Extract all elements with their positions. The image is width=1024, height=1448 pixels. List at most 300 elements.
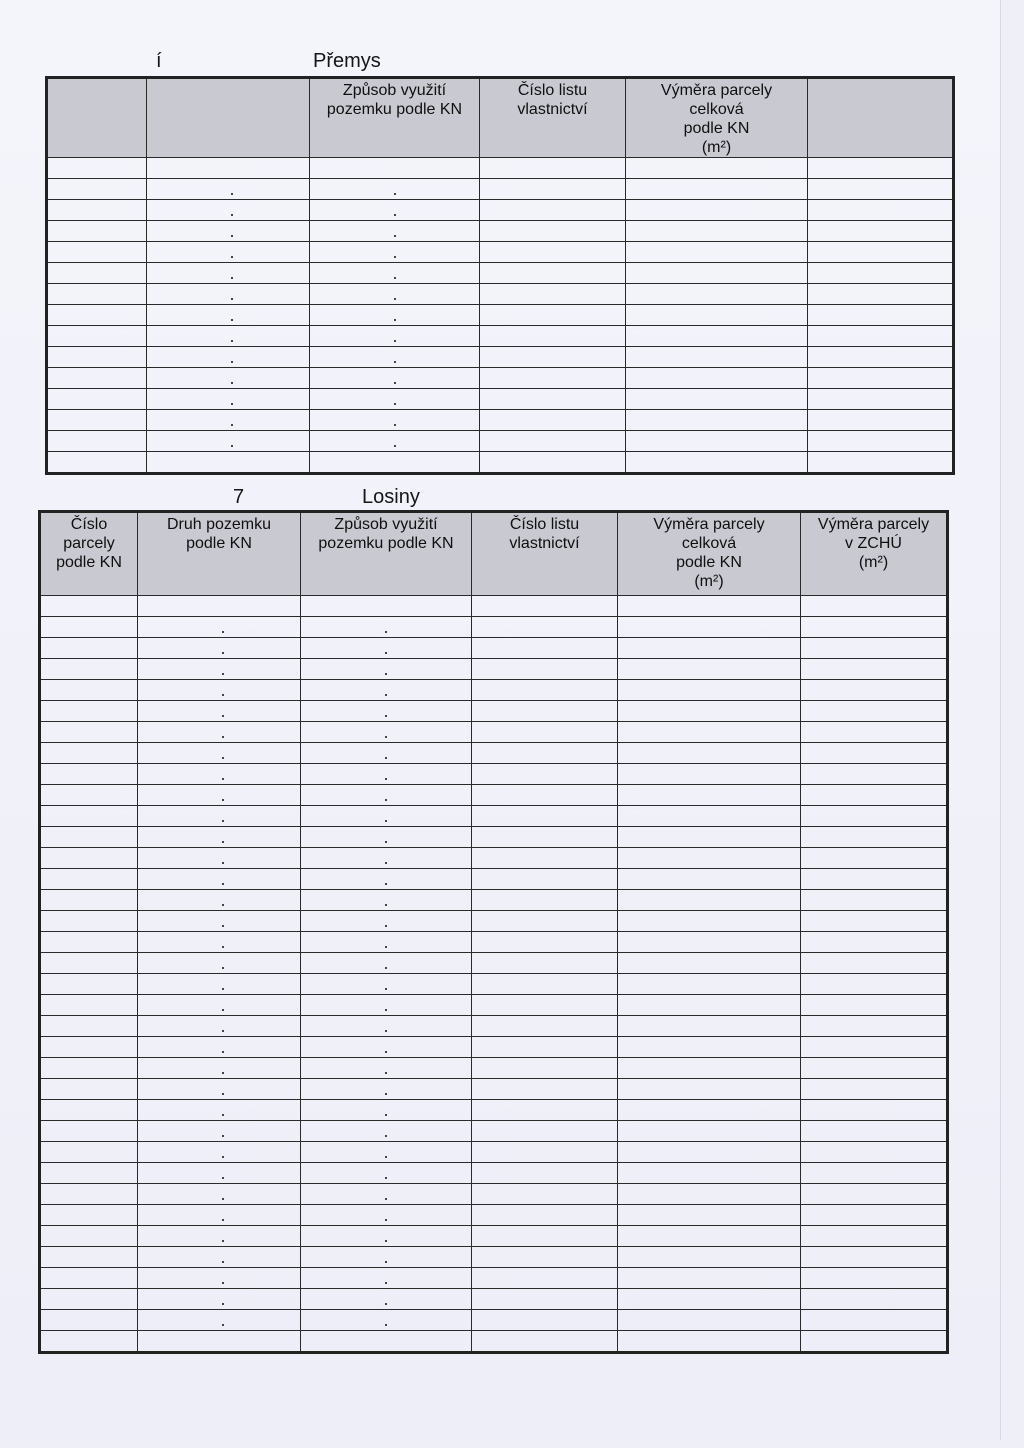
table2-header-row — [40, 512, 948, 596]
table1-cell — [808, 431, 954, 452]
table2-cell — [40, 1037, 138, 1058]
table1-caption-left: í — [156, 50, 162, 72]
table1-body — [47, 158, 954, 474]
table2-cell — [40, 701, 138, 722]
table2-tick-mark — [222, 862, 224, 864]
table2-cell — [138, 1310, 301, 1331]
table2-cell — [40, 680, 138, 701]
table2-cell — [472, 1226, 618, 1247]
table2-row — [40, 596, 948, 617]
table2-cell — [618, 848, 801, 869]
table2-row — [40, 722, 948, 743]
table2-cell — [138, 1016, 301, 1037]
table2-cell — [40, 932, 138, 953]
table2-cell — [301, 827, 472, 848]
table2-row — [40, 869, 948, 890]
table1-cell — [147, 158, 310, 179]
table2-cell — [472, 1121, 618, 1142]
table2-cell — [301, 743, 472, 764]
table2-tick-mark — [385, 1177, 387, 1179]
table1-row — [47, 179, 954, 200]
table1-header-cell: Výměra parcely celková podle KN (m²) — [626, 78, 808, 158]
table2-cell — [301, 1310, 472, 1331]
table1-cell — [480, 452, 626, 474]
table2-cell — [40, 974, 138, 995]
table2-tick-mark — [222, 757, 224, 759]
table2-cell — [138, 848, 301, 869]
table2-cell — [618, 743, 801, 764]
table1-tick-mark — [394, 214, 396, 216]
table1-header-cell: Způsob využití pozemku podle KN — [310, 78, 480, 158]
table2-cell — [301, 1331, 472, 1353]
table2-cell — [40, 890, 138, 911]
table2-tick-mark — [222, 778, 224, 780]
table1-cell — [480, 200, 626, 221]
table2-caption-left: 7 — [233, 486, 245, 508]
table2-tick-mark — [222, 1135, 224, 1137]
table2-tick-mark — [385, 1051, 387, 1053]
table2-cell — [40, 953, 138, 974]
table1-cell — [147, 242, 310, 263]
table2-cell — [301, 1226, 472, 1247]
table2-cell — [801, 680, 948, 701]
table2-cell — [801, 659, 948, 680]
table2-cell — [40, 1310, 138, 1331]
table1-cell — [480, 431, 626, 452]
table2-cell — [801, 1142, 948, 1163]
table2-cell — [301, 1058, 472, 1079]
table2-cell — [801, 1331, 948, 1353]
table2-cell — [301, 1289, 472, 1310]
table1-cell — [808, 305, 954, 326]
table1-cell — [147, 305, 310, 326]
table2-cell — [138, 953, 301, 974]
table1-tick-mark — [394, 277, 396, 279]
table2-tick-mark — [385, 799, 387, 801]
table2-cell — [801, 1205, 948, 1226]
table2-cell — [472, 1100, 618, 1121]
table2-cell — [301, 1163, 472, 1184]
table1-cell — [626, 221, 808, 242]
table2-cell — [138, 1079, 301, 1100]
table2-cell — [472, 932, 618, 953]
table2-cell — [801, 1289, 948, 1310]
table1-cell — [47, 242, 147, 263]
table2-cell — [301, 1037, 472, 1058]
table2-row — [40, 1016, 948, 1037]
table2-cell — [301, 722, 472, 743]
table2-cell — [472, 659, 618, 680]
table2-cell — [40, 806, 138, 827]
table2-cell — [801, 1310, 948, 1331]
table1-cell — [47, 431, 147, 452]
table2-cell — [301, 1205, 472, 1226]
table2-cell — [138, 1184, 301, 1205]
table2-cell — [618, 1310, 801, 1331]
table2-cell — [618, 1016, 801, 1037]
table2-cell — [138, 911, 301, 932]
table2-tick-mark — [385, 778, 387, 780]
table2-cell — [138, 1226, 301, 1247]
table1-tick-mark — [394, 319, 396, 321]
table2-tick-mark — [222, 925, 224, 927]
table1-header-cell — [147, 78, 310, 158]
table2-tick-mark — [385, 841, 387, 843]
table2-row — [40, 1037, 948, 1058]
table2-cell — [801, 1268, 948, 1289]
table1-cell — [310, 389, 480, 410]
table2-cell — [801, 1247, 948, 1268]
table2-cell — [40, 995, 138, 1016]
table1-cell — [310, 452, 480, 474]
table2-cell — [472, 722, 618, 743]
table2-tick-mark — [385, 1135, 387, 1137]
table2-cell — [40, 659, 138, 680]
table1-cell — [310, 179, 480, 200]
table2-cell — [40, 827, 138, 848]
table2-cell — [618, 1163, 801, 1184]
table2-cell — [40, 596, 138, 617]
parcel-table-losiny — [38, 510, 949, 1354]
table2-cell — [472, 869, 618, 890]
table1-cell — [626, 431, 808, 452]
table1-tick-mark — [231, 235, 233, 237]
table1-cell — [310, 431, 480, 452]
table2-tick-mark — [222, 1156, 224, 1158]
table2-tick-mark — [222, 1009, 224, 1011]
table1-cell — [626, 305, 808, 326]
table1-cell — [147, 179, 310, 200]
table1-cell — [808, 242, 954, 263]
table2-row — [40, 1268, 948, 1289]
table2-tick-mark — [222, 1072, 224, 1074]
table2-tick-mark — [385, 1156, 387, 1158]
table2-row — [40, 995, 948, 1016]
table2-cell — [801, 1016, 948, 1037]
table2-cell — [138, 1205, 301, 1226]
table2-header-cell: Druh pozemku podle KN — [138, 512, 301, 596]
table1-cell — [147, 284, 310, 305]
table2-cell — [618, 659, 801, 680]
table1-header-cell — [808, 78, 954, 158]
table2-cell — [472, 743, 618, 764]
table2-cell — [618, 932, 801, 953]
table2-cell — [301, 932, 472, 953]
table2-cell — [801, 932, 948, 953]
table2-cell — [301, 974, 472, 995]
table2-cell — [40, 785, 138, 806]
table1-tick-mark — [394, 235, 396, 237]
table2-tick-mark — [385, 1324, 387, 1326]
table2-cell — [472, 680, 618, 701]
table2-cell — [618, 1184, 801, 1205]
table2-cell — [40, 848, 138, 869]
table2-cell — [801, 806, 948, 827]
table2-tick-mark — [222, 841, 224, 843]
table2-cell — [472, 1142, 618, 1163]
table2-cell — [138, 638, 301, 659]
table2-tick-mark — [385, 1240, 387, 1242]
table2-cell — [618, 638, 801, 659]
table2-tick-mark — [385, 988, 387, 990]
table2-cell — [472, 1310, 618, 1331]
table2-cell — [618, 1226, 801, 1247]
table2-row — [40, 617, 948, 638]
table2-cell — [618, 785, 801, 806]
table2-cell — [40, 869, 138, 890]
table1-cell — [47, 179, 147, 200]
table2-tick-mark — [385, 715, 387, 717]
table2-tick-mark — [222, 652, 224, 654]
table2-cell — [40, 911, 138, 932]
table1-tick-mark — [231, 319, 233, 321]
table2-tick-mark — [222, 1261, 224, 1263]
table1-cell — [626, 368, 808, 389]
table2-cell — [472, 890, 618, 911]
table2-cell — [472, 848, 618, 869]
table1-cell — [808, 200, 954, 221]
table1-cell — [147, 452, 310, 474]
table2-cell — [40, 617, 138, 638]
table2-tick-mark — [222, 736, 224, 738]
table2-tick-mark — [222, 1198, 224, 1200]
table2-cell — [138, 1037, 301, 1058]
table2-tick-mark — [385, 1030, 387, 1032]
table1-cell — [147, 347, 310, 368]
table2-cell — [40, 1247, 138, 1268]
table2-tick-mark — [385, 967, 387, 969]
table2-cell — [40, 638, 138, 659]
table2-tick-mark — [385, 883, 387, 885]
table2-cell — [40, 1331, 138, 1353]
table2-cell — [138, 974, 301, 995]
table2-cell — [472, 1247, 618, 1268]
table2-cell — [138, 806, 301, 827]
table2-tick-mark — [385, 904, 387, 906]
table1-row — [47, 326, 954, 347]
table1-cell — [626, 410, 808, 431]
table1-cell — [310, 263, 480, 284]
table1-row — [47, 305, 954, 326]
table2-cell — [472, 911, 618, 932]
table2-cell — [618, 617, 801, 638]
table2-cell — [618, 1037, 801, 1058]
table2-cell — [472, 1289, 618, 1310]
table1-cell — [310, 326, 480, 347]
table2-cell — [618, 1331, 801, 1353]
table2-cell — [472, 1163, 618, 1184]
table1-cell — [147, 200, 310, 221]
table2-cell — [301, 848, 472, 869]
table1-cell — [147, 431, 310, 452]
table1-cell — [480, 179, 626, 200]
table2-cell — [301, 617, 472, 638]
table2-cell — [472, 974, 618, 995]
table2-row — [40, 1079, 948, 1100]
table1-tick-mark — [394, 424, 396, 426]
table2-cell — [138, 1100, 301, 1121]
table2-header-cell: Číslo listu vlastnictví — [472, 512, 618, 596]
table2-cell — [138, 932, 301, 953]
table2-header-cell: Výměra parcely v ZCHÚ (m²) — [801, 512, 948, 596]
table1-row — [47, 368, 954, 389]
table2-cell — [472, 617, 618, 638]
table2-cell — [472, 1058, 618, 1079]
table2-cell — [301, 701, 472, 722]
table2-tick-mark — [222, 631, 224, 633]
table1-tick-mark — [394, 445, 396, 447]
table2-cell — [618, 827, 801, 848]
table2-cell — [618, 1247, 801, 1268]
table2-body — [40, 596, 948, 1353]
table2-cell — [301, 638, 472, 659]
table1-cell — [626, 242, 808, 263]
table1-cell — [808, 284, 954, 305]
table2-row — [40, 1163, 948, 1184]
table2-tick-mark — [222, 1303, 224, 1305]
table2-cell — [40, 743, 138, 764]
table1-header-row — [47, 78, 954, 158]
table1-cell — [480, 242, 626, 263]
table2-tick-mark — [385, 1219, 387, 1221]
table1-cell — [480, 158, 626, 179]
table1-cell — [626, 200, 808, 221]
table2-cell — [138, 995, 301, 1016]
table2-cell — [301, 1016, 472, 1037]
table1-cell — [310, 242, 480, 263]
table2-cell — [472, 764, 618, 785]
table1-cell — [480, 221, 626, 242]
table2-cell — [801, 1163, 948, 1184]
table1-tick-mark — [231, 382, 233, 384]
table2-cell — [801, 638, 948, 659]
table2-cell — [618, 1142, 801, 1163]
table2-row — [40, 659, 948, 680]
table2-cell — [618, 1121, 801, 1142]
table2-cell — [301, 911, 472, 932]
table2-row — [40, 638, 948, 659]
table2-cell — [138, 701, 301, 722]
table1-cell — [626, 326, 808, 347]
table1-cell — [626, 158, 808, 179]
table1-cell — [808, 452, 954, 474]
table2-cell — [618, 701, 801, 722]
table1-cell — [480, 389, 626, 410]
table1-cell — [808, 221, 954, 242]
table1-cell — [47, 200, 147, 221]
table2-cell — [472, 995, 618, 1016]
table1-row — [47, 263, 954, 284]
table2-row — [40, 764, 948, 785]
table2-cell — [801, 722, 948, 743]
table2-cell — [801, 911, 948, 932]
table1-cell — [47, 263, 147, 284]
table1-cell — [310, 410, 480, 431]
table1-cell — [626, 284, 808, 305]
table1-row — [47, 158, 954, 179]
table2-tick-mark — [222, 904, 224, 906]
table2-tick-mark — [222, 967, 224, 969]
table2-tick-mark — [222, 799, 224, 801]
table1-header-cell: Číslo listu vlastnictví — [480, 78, 626, 158]
table2-tick-mark — [385, 631, 387, 633]
table2-tick-mark — [222, 1114, 224, 1116]
table2-cell — [801, 743, 948, 764]
table2-tick-mark — [222, 1051, 224, 1053]
table1-cell — [47, 389, 147, 410]
table2-tick-mark — [385, 1261, 387, 1263]
table2-cell — [618, 1100, 801, 1121]
table2-cell — [801, 701, 948, 722]
table2-cell — [801, 974, 948, 995]
table2-cell — [40, 1268, 138, 1289]
table2-cell — [801, 1226, 948, 1247]
table2-row — [40, 1310, 948, 1331]
table2-cell — [301, 659, 472, 680]
table2-cell — [618, 911, 801, 932]
table2-cell — [301, 869, 472, 890]
table2-tick-mark — [222, 820, 224, 822]
table1-cell — [147, 389, 310, 410]
table1-tick-mark — [231, 193, 233, 195]
table1-cell — [310, 305, 480, 326]
table1-row — [47, 242, 954, 263]
table1-cell — [47, 452, 147, 474]
table2-cell — [801, 827, 948, 848]
table1-tick-mark — [231, 214, 233, 216]
table2-tick-mark — [385, 694, 387, 696]
table2-cell — [472, 1331, 618, 1353]
table2-cell — [138, 617, 301, 638]
table1-tick-mark — [394, 361, 396, 363]
table2-cell — [472, 806, 618, 827]
table1-row — [47, 347, 954, 368]
table2-tick-mark — [385, 757, 387, 759]
table2-cell — [472, 1037, 618, 1058]
table2-cell — [138, 1163, 301, 1184]
table2-header-cell: Výměra parcely celková podle KN (m²) — [618, 512, 801, 596]
table2-cell — [138, 764, 301, 785]
table2-row — [40, 890, 948, 911]
table2-cell — [801, 1121, 948, 1142]
table2-cell — [40, 1205, 138, 1226]
table1-tick-mark — [394, 340, 396, 342]
table2-tick-mark — [222, 694, 224, 696]
table2-cell — [472, 827, 618, 848]
table2-cell — [40, 1100, 138, 1121]
table2-cell — [618, 890, 801, 911]
table1-cell — [47, 158, 147, 179]
table2-row — [40, 743, 948, 764]
table1-cell — [808, 158, 954, 179]
table2-cell — [618, 596, 801, 617]
table2-row — [40, 953, 948, 974]
table2-cell — [301, 806, 472, 827]
table2-cell — [618, 764, 801, 785]
table2-header-cell: Způsob využití pozemku podle KN — [301, 512, 472, 596]
table1-cell — [626, 179, 808, 200]
table2-cell — [618, 953, 801, 974]
table2-tick-mark — [222, 1282, 224, 1284]
table2-cell — [40, 1079, 138, 1100]
table2-cell — [301, 785, 472, 806]
table1-cell — [147, 221, 310, 242]
table2-cell — [618, 806, 801, 827]
table2-cell — [301, 680, 472, 701]
table2-row — [40, 806, 948, 827]
table2-tick-mark — [385, 820, 387, 822]
table1-tick-mark — [231, 403, 233, 405]
